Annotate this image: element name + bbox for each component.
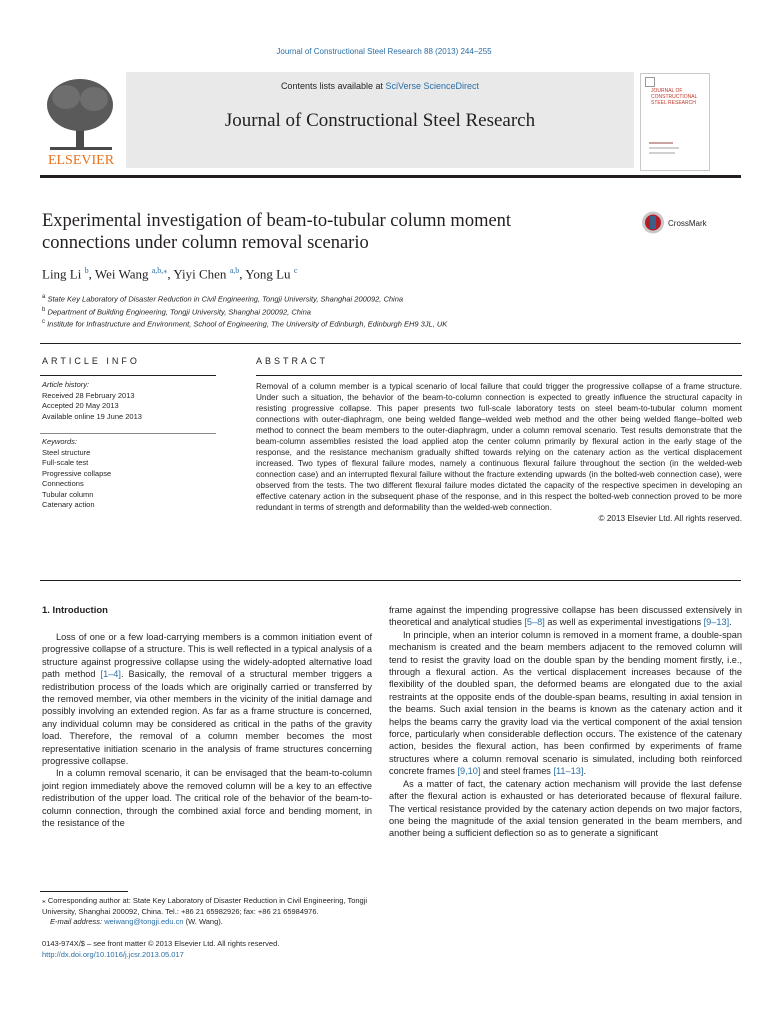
affiliations — [42, 292, 447, 330]
citation-link[interactable]: [9,10] — [457, 766, 481, 777]
citation-link[interactable]: [11–13] — [553, 766, 584, 777]
history-item: Available online 19 June 2013 — [42, 411, 142, 421]
footnote-rule — [40, 891, 128, 892]
author-sup[interactable]: c — [293, 266, 298, 275]
paragraph: frame against the impending progressive collapse has been discussed extensively in theoretical and analytical studies [5–8] as well as experimental investigations [9–13]. — [389, 605, 742, 628]
journal-cover — [640, 73, 710, 171]
author-list: Ling Li $^b$, Wei Wang $^{a,b,⁎}$, Yiyi Chen $^{a,b}$, Yong Lu $^c$ — [42, 266, 298, 282]
keywords — [42, 437, 216, 511]
history-item: Accepted 20 May 2013 — [42, 401, 119, 410]
citation-link[interactable]: [9–13] — [703, 617, 730, 628]
cover-line: STEEL RESEARCH — [651, 100, 696, 106]
author-sup[interactable]: a,b,⁎ — [151, 266, 168, 275]
doi-link[interactable]: http://dx.doi.org/10.1016/j.jcsr.2013.05.017 — [42, 949, 184, 959]
keywords-label: Keywords: — [42, 437, 78, 446]
article-title: Experimental investigation of beam-to-tubular column moment connections under column removal scenario — [42, 211, 512, 253]
keyword: Progressive collapse — [42, 468, 112, 478]
author-sup[interactable]: b — [84, 266, 89, 275]
paragraph: Loss of one or a few load-carrying members is a common initiation event of progressive collapse of a structure. This is well reflected in a typical analysis of a structure against progressive collapse using the widely-adopted alternative load path method [1–4]. Basically, the removal of a structural member triggers a redistribution process of the loads which are originally carried or transferred by the removed member, via other members in the vicinity of the initial damage and possibly involving an extended region. As far as a frame structure is concerned, any individual column may be considered as critical in the paths of the gravity load. Therefore, the removal of a column member becomes the most representative initiation scenario in the analysis of frame structures concerning progressive collapse. — [42, 632, 372, 767]
body-rule — [40, 580, 741, 581]
footnote — [42, 896, 372, 928]
contents-prefix: Contents lists available at — [280, 81, 386, 91]
crossmark-badge[interactable] — [641, 210, 716, 235]
cover-line: CONSTRUCTIONAL — [651, 94, 698, 100]
publication-info — [42, 939, 442, 960]
author-name: Yiyi Chen — [173, 266, 227, 282]
info-rule — [40, 375, 216, 376]
author-sup[interactable]: a,b — [229, 266, 240, 275]
email-line: E-mail address: weiwang@tongji.edu.cn (W. Wang). — [50, 917, 223, 926]
cover-line: JOURNAL OF — [651, 88, 683, 94]
section-rule — [40, 343, 741, 344]
sciencedirect-link[interactable]: SciVerse ScienceDirect — [385, 81, 480, 91]
keyword: Tubular column — [42, 489, 94, 499]
corresponding-author: ⁎ Corresponding author at: State Key Laboratory of Disaster Reduction in Civil Engineering, Tongji University, Shanghai 200092, China. Tel.: +86 21 65982926; fax: +86 21 65984976. — [42, 896, 368, 916]
keyword: Full-scale test — [42, 458, 89, 467]
paragraph: As a matter of fact, the catenary action mechanism will provide the last defense after the flexural action is exhausted or has deteriorated because of flexural failure. The vertical resistance provided by the catenary action depends on two major factors, one being the magnitude of the axial tension generated in the beam members, and another being a sufficient deflection so as to generate a significant — [389, 778, 742, 839]
publisher-name: ELSEVIER — [47, 153, 115, 167]
journal-title: Journal of Constructional Steel Research — [224, 110, 536, 131]
history-item: Received 28 February 2013 — [42, 390, 135, 400]
article-history — [42, 380, 216, 422]
article-info-heading: ARTICLE INFO — [42, 356, 140, 366]
keyword: Connections — [42, 479, 84, 488]
author-name: Ling Li — [42, 266, 82, 282]
affiliation: $^a$ State Key Laboratory of Disaster Reduction in Civil Engineering, Tongji University, Shanghai 200092, China — [42, 294, 404, 304]
abstract-body — [256, 381, 742, 524]
cover-emblem-icon — [645, 77, 655, 87]
section-heading: 1. Introduction — [42, 605, 108, 616]
elsevier-logo — [40, 75, 122, 167]
history-label: Article history: — [42, 380, 90, 389]
copyright: © 2013 Elsevier Ltd. All rights reserved. — [598, 514, 742, 523]
email-link[interactable]: weiwang@tongji.edu.cn — [104, 917, 184, 926]
abstract-heading: ABSTRACT — [256, 356, 329, 366]
paragraph: In principle, when an interior column is removed in a moment frame, a double-span mechanism is created and the beam members adjacent to the removed column will tend to resist the gravity load on the double span by the bending moment firstly, i.e., through a flexural action. As the vertical displacement increases because of the flexibility of the doubled span, the deformed beams are elongated due to the axial restraints at the opposite ends of the double-span beams, resulting in axial tension in the beams. Such axial tension in the beams is known as the catenary action and it helps the beams carry the gravity load via the vertical component of the axial tension force, particularly when considerable deflection occurs. The existence of the catenary action, besides the flexural action, has been confirmed by experiments of frame structures where a column removal scenario is simulated, including both reinforced concrete frames [9,10] and steel frames [11–13]. — [389, 629, 742, 777]
affiliation: $^b$ Department of Building Engineering, Tongji University, Shanghai 200092, China — [42, 306, 311, 316]
right-column — [389, 604, 742, 840]
keyword: Catenary action — [42, 500, 95, 509]
author-name: Yong Lu — [245, 266, 291, 282]
citation-link[interactable]: [5–8] — [524, 617, 545, 628]
abstract-rule — [256, 375, 742, 376]
crossmark-label: CrossMark — [668, 219, 707, 228]
affiliation: $^c$ Institute for Infrastructure and Environment, School of Engineering, The University of Edinburgh, Edinburgh EH9 3JL, UK — [42, 319, 448, 329]
contents-line — [126, 81, 634, 91]
author-name: Wei Wang — [94, 266, 149, 282]
paragraph: In a column removal scenario, it can be envisaged that the beam-to-column joint region immediately above the removed column will be a key to an effective redistribution of the upper load. The critical role of the behavior of the beam-to-column connection, through the combined axial force and bending moment, in the resistance of the — [42, 768, 372, 829]
abstract-text: Removal of a column member is a typical scenario of local failure that could trigger the progressive collapse of a frame structure. Under such a situation, the behavior of the beam-to-column connection is expected to greatly influence the structural capacity in resisting progressive collapse. This paper presents two full-scale laboratory tests on steel beam-to-tubular column moment connections with outer-diaphragm, one being welded flange–welded web method and the other being welded flange–bolted web method to connect the beam members to the outer-diaphragm, under a column removal scenario. Test results demonstrate that the beam-column assemblies resisted the load applied atop the center column primarily by flexural action in the early stage of the response, and the resistance mechanism gradually shifted towards relying on the catenary action as the vertical displacement increased. Two types of flexural failure modes, namely a continuous flexural failure throughout the section (in the welded-web connection case) and an interrupted flexural failure without the fracture extending upwards (in the bolted-web connection case), were observed from the tests. The two different flexural failure modes dictated the capacity of the respective specimen in developing an effective catenary action in the subsequent phase of the response, and in this respect the bolted-web connection proved to be more redundant in terms of strength and deformability than the welded-web connection. — [256, 382, 742, 512]
citation-link[interactable]: [1–4] — [100, 669, 121, 680]
keyword: Steel structure — [42, 447, 91, 457]
journal-reference[interactable]: Journal of Constructional Steel Research 88 (2013) 244–255 — [276, 47, 492, 56]
left-column — [42, 631, 372, 830]
issn-line: 0143-974X/$ – see front matter © 2013 Elsevier Ltd. All rights reserved. — [42, 939, 280, 948]
header-rule — [40, 175, 741, 178]
info-divider — [40, 433, 216, 434]
